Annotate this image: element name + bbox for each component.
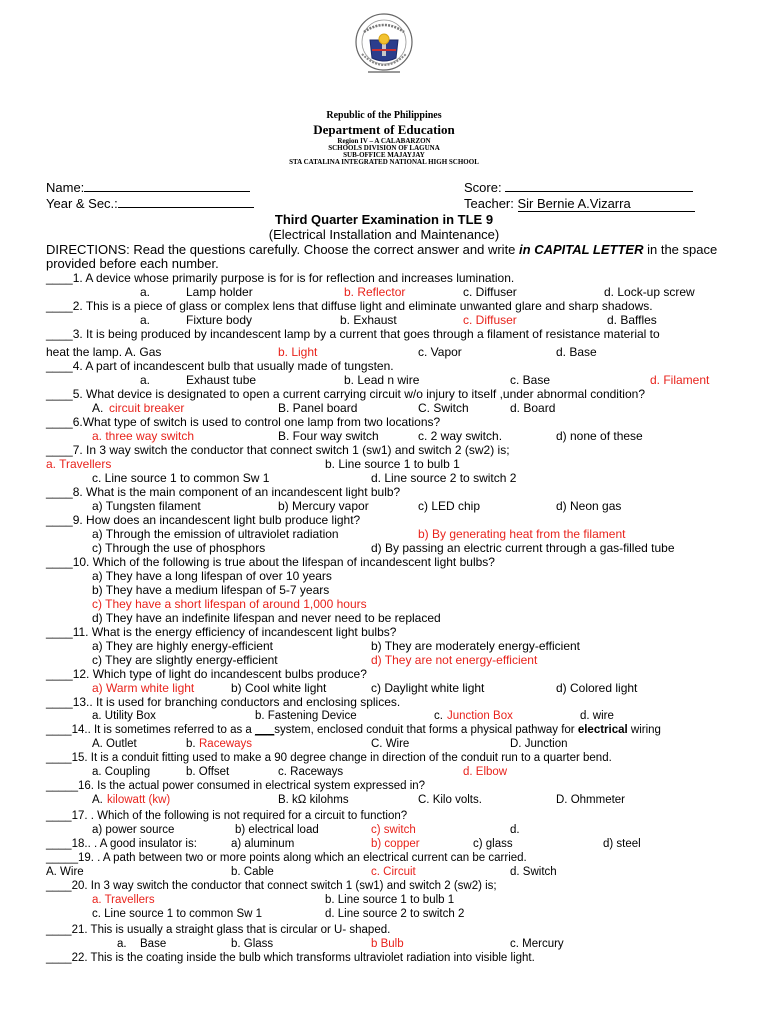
- question-14: [46, 723, 661, 737]
- question-text: C. Wire: [371, 738, 410, 750]
- correct-answer-text: b) copper: [371, 838, 420, 850]
- question-text: ____20. In 3 way switch the conductor that connect switch 1 (sw1) and switch 2 (sw2) is;: [46, 880, 497, 892]
- header-region: Region IV – A CALABARZON: [337, 137, 431, 145]
- correct-answer-text: circuit breaker: [109, 401, 185, 415]
- question-text: c) Daylight white light: [371, 681, 485, 695]
- question-text: d. Line source 2 to switch 2: [371, 471, 517, 485]
- question-text: b) They have a medium lifespan of 5-7 years: [92, 583, 330, 597]
- question-text: ____2. This is a piece of glass or complex lens that diffuse light and eliminate unwanted glare and sharp shadows.: [46, 299, 653, 313]
- question-text: ____18.. . A good insulator is:: [46, 838, 197, 850]
- question-text: c. Mercury: [510, 938, 564, 950]
- question-text: d) Colored light: [556, 681, 638, 695]
- header-school: STA CATALINA INTEGRATED NATIONAL HIGH SCHOOL: [289, 158, 479, 166]
- score-label: Score:: [464, 180, 502, 195]
- question-text: ____5. What device is designated to open a current carrying circuit w/o injury to itself ,under abnormal condition?: [46, 387, 645, 401]
- question-text: d. Baffles: [607, 313, 657, 327]
- question-text: ____1. A device whose primarily purpose is for is for reflection and increases lumination.: [46, 271, 515, 285]
- question-text: heat the lamp. A. Gas: [46, 345, 162, 359]
- question-text: a) aluminum: [231, 838, 295, 850]
- directions-text-end: in the space: [643, 242, 718, 257]
- exam-subtitle: (Electrical Installation and Maintenance): [268, 227, 500, 242]
- q14-text-a: ____14.. It is sometimes referred to as a: [46, 724, 256, 736]
- name-label: Name:: [46, 180, 85, 195]
- question-text: A.: [92, 794, 103, 806]
- question-text: ____15. It is a conduit fitting used to make a 90 degree change in direction of the conduit run to a quarter bend.: [46, 752, 612, 764]
- question-text: b. Glass: [231, 938, 274, 950]
- question-text: ____11. What is the energy efficiency of incandescent light bulbs?: [46, 625, 397, 639]
- question-text: c. Diffuser: [463, 285, 517, 299]
- question-text: ____3. It is being produced by incandescent lamp by a current that goes through a filament of resistance material to: [46, 327, 660, 341]
- teacher-field: [464, 196, 695, 212]
- correct-answer-text: b) By generating heat from the filament: [418, 527, 626, 541]
- question-text: Fixture body: [186, 313, 253, 327]
- q14-blank: ___: [255, 724, 275, 736]
- question-text: a) Through the emission of ultraviolet radiation: [92, 527, 339, 541]
- question-text: b. Lead n wire: [344, 373, 420, 387]
- correct-answer-text: b. Light: [278, 345, 318, 359]
- question-text: c) Through the use of phosphors: [92, 541, 266, 555]
- question-text: d. Base: [556, 345, 597, 359]
- question-text: b) Mercury vapor: [278, 499, 369, 513]
- question-text: a.: [140, 373, 151, 387]
- correct-answer-text: Raceways: [199, 738, 253, 750]
- question-text: _____16. Is the actual power consumed in electrical system expressed in?: [46, 780, 426, 792]
- correct-answer-text: a) Warm white light: [92, 681, 195, 695]
- header-department: Department of Education: [313, 122, 455, 137]
- question-text: D. Junction: [510, 738, 568, 750]
- question-text: c. Base: [510, 373, 551, 387]
- question-text: d) They have an indefinite lifespan and never need to be replaced: [92, 611, 441, 625]
- correct-answer-text: Junction Box: [447, 710, 513, 722]
- question-text: B. kΩ kilohms: [278, 794, 349, 806]
- question-text: _____19. . A path between two or more points along which an electrical current can be carried.: [46, 852, 527, 864]
- q14-bold: electrical: [577, 724, 628, 736]
- correct-answer-text: c. Diffuser: [463, 313, 517, 327]
- directions-text: DIRECTIONS: Read the questions carefully. Choose the correct answer and write: [46, 242, 520, 257]
- question-text: ____10. Which of the following is true about the lifespan of incandescent light bulbs?: [46, 555, 495, 569]
- teacher-value: Sir Bernie A.Vizarra: [518, 196, 695, 212]
- correct-answer-text: a. Travellers: [92, 894, 155, 906]
- question-text: b. Cable: [231, 866, 274, 878]
- question-text: a.: [140, 313, 151, 327]
- correct-answer-text: b Bulb: [371, 938, 404, 950]
- question-text: a) Tungsten filament: [92, 499, 201, 513]
- correct-answer-text: c) They have a short lifespan of around 1,000 hours: [92, 597, 367, 611]
- question-text: b. Offset: [186, 766, 230, 778]
- directions-line2: provided before each number.: [46, 256, 219, 271]
- question-text: b.: [186, 738, 196, 750]
- question-text: b) They are moderately energy-efficient: [371, 639, 580, 653]
- question-text: ____12. Which type of light do incandescent bulbs produce?: [46, 667, 367, 681]
- header-suboffice: SUB-OFFICE MAJAYJAY: [343, 151, 425, 159]
- question-text: ____6.What type of switch is used to control one lamp from two locations?: [46, 415, 441, 429]
- directions-emphasis: in CAPITAL LETTER: [519, 242, 644, 257]
- question-text: d. wire: [580, 710, 614, 722]
- question-text: a. Coupling: [92, 766, 151, 778]
- score-blank: [505, 180, 693, 192]
- question-text: a) They have a long lifespan of over 10 years: [92, 569, 332, 583]
- question-text: b. Exhaust: [340, 313, 397, 327]
- correct-answer-text: a. Travellers: [46, 457, 112, 471]
- q14-text-b: system, enclosed conduit that forms a physical pathway for: [274, 724, 578, 736]
- question-text: A.: [92, 401, 104, 415]
- year-label: Year & Sec.:: [46, 196, 118, 211]
- correct-answer-text: a. three way switch: [92, 429, 195, 443]
- q14-text-c: wiring: [627, 724, 661, 736]
- question-text: ____9. How does an incandescent light bulb produce light?: [46, 513, 361, 527]
- question-text: A. Wire: [46, 866, 84, 878]
- question-text: B. Panel board: [278, 401, 358, 415]
- question-text: ____4. A part of incandescent bulb that usually made of tungsten.: [46, 359, 394, 373]
- correct-answer-text: d. Elbow: [463, 766, 508, 778]
- header-division: SCHOOLS DIVISION OF LAGUNA: [328, 144, 440, 152]
- name-field: [46, 180, 250, 195]
- exam-title: Third Quarter Examination in TLE 9: [274, 212, 494, 227]
- question-text: b) Cool white light: [231, 681, 327, 695]
- correct-answer-text: b. Reflector: [344, 285, 406, 299]
- question-text: B. Four way switch: [278, 429, 379, 443]
- deped-seal-logo: [354, 12, 414, 94]
- question-text: c) glass: [473, 838, 513, 850]
- question-text: c) LED chip: [418, 499, 481, 513]
- question-text: a) They are highly energy-efficient: [92, 639, 273, 653]
- question-text: c. 2 way switch.: [418, 429, 503, 443]
- year-blank: [118, 196, 254, 208]
- question-text: c. Line source 1 to common Sw 1: [92, 471, 270, 485]
- question-text: b. Line source 1 to bulb 1: [325, 457, 460, 471]
- question-text: d) steel: [603, 838, 641, 850]
- correct-answer-text: kilowatt (kw): [107, 794, 171, 806]
- question-text: a.: [140, 285, 151, 299]
- question-text: ____13.. It is used for branching conductors and enclosing splices.: [46, 695, 401, 709]
- question-text: d) none of these: [556, 429, 643, 443]
- question-text: C. Switch: [418, 401, 469, 415]
- question-text: c. Line source 1 to common Sw 1: [92, 908, 263, 920]
- teacher-label: Teacher:: [464, 196, 514, 211]
- question-text: a. Utility Box: [92, 710, 156, 722]
- question-text: D. Ohmmeter: [556, 794, 626, 806]
- question-text: d) Neon gas: [556, 499, 622, 513]
- question-text: d.: [510, 824, 520, 836]
- question-text: Base: [140, 938, 167, 950]
- question-text: ____7. In 3 way switch the conductor that connect switch 1 (sw1) and switch 2 (sw2) is;: [46, 443, 510, 457]
- correct-answer-text: c. Circuit: [371, 866, 416, 878]
- correct-answer-text: d) They are not energy-efficient: [371, 653, 538, 667]
- question-text: c.: [434, 710, 443, 722]
- question-text: c. Vapor: [418, 345, 462, 359]
- header-republic: Republic of the Philippines: [326, 110, 442, 121]
- question-text: Lamp holder: [186, 285, 253, 299]
- directions: [46, 242, 717, 257]
- question-text: ____17. . Which of the following is not required for a circuit to function?: [46, 810, 408, 822]
- question-text: c. Raceways: [278, 766, 344, 778]
- question-text: d. Line source 2 to switch 2: [325, 908, 465, 920]
- question-text: C. Kilo volts.: [418, 794, 482, 806]
- question-text: d. Board: [510, 401, 556, 415]
- question-text: ____8. What is the main component of an incandescent light bulb?: [46, 485, 401, 499]
- question-text: Exhaust tube: [186, 373, 257, 387]
- name-blank: [84, 180, 250, 192]
- score-field: [464, 180, 693, 195]
- question-text: ____21. This is usually a straight glass that is circular or U- shaped.: [46, 924, 391, 936]
- correct-answer-text: c) switch: [371, 824, 416, 836]
- question-text: A. Outlet: [92, 738, 137, 750]
- question-text: a) power source: [92, 824, 175, 836]
- question-text: a.: [117, 938, 127, 950]
- question-text: ____22. This is the coating inside the bulb which transforms ultraviolet radiation into visible light.: [46, 952, 535, 964]
- question-text: d. Lock-up screw: [604, 285, 695, 299]
- question-text: d) By passing an electric current through a gas-filled tube: [371, 541, 675, 555]
- question-text: d. Switch: [510, 866, 557, 878]
- correct-answer-text: d. Filament: [650, 373, 710, 387]
- question-text: b) electrical load: [235, 824, 319, 836]
- question-text: b. Fastening Device: [255, 710, 357, 722]
- question-text: b. Line source 1 to bulb 1: [325, 894, 455, 906]
- year-section-field: [46, 196, 254, 211]
- question-text: c) They are slightly energy-efficient: [92, 653, 278, 667]
